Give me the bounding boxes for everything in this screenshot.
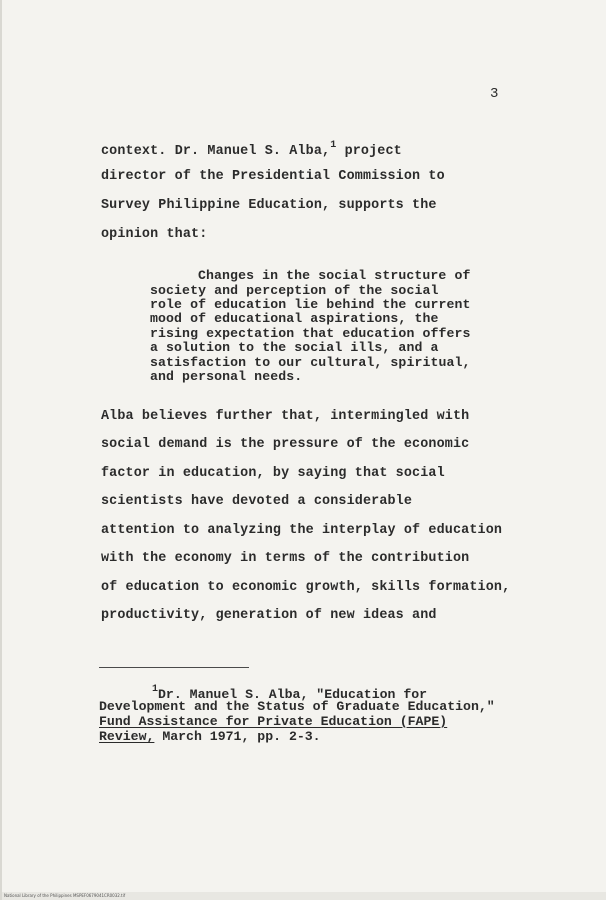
scan-footer-text: National Library of the Philippines MSPEF0679041CR0032.tif [4, 893, 126, 898]
paragraph-line: Alba believes further that, intermingled with [101, 409, 470, 424]
text-run: project [344, 144, 402, 159]
paragraph-line [101, 140, 402, 159]
quote-line: rising expectation that education offers [150, 326, 471, 341]
footnote-line [99, 729, 321, 744]
quote-line: role of education lie behind the current [150, 297, 471, 312]
quote-line: a solution to the social ills, and a [150, 340, 439, 355]
footnote-line [99, 714, 447, 729]
paragraph-line: with the economy in terms of the contribution [101, 551, 470, 566]
footnote-divider [99, 667, 249, 668]
paragraph-line: factor in education, by saying that social [101, 466, 445, 481]
paragraph-line: Survey Philippine Education, supports the [101, 198, 437, 213]
paragraph-line: scientists have devoted a considerable [101, 494, 413, 509]
footnote-line: Development and the Status of Graduate Education," [99, 699, 495, 714]
quote-line: Changes in the social structure of [198, 268, 471, 283]
footnote-reference: 1 [330, 140, 337, 151]
footnote-journal-title: Fund Assistance for Private Education (FAPE) [99, 714, 448, 729]
quote-line: society and perception of the social [150, 283, 439, 298]
footnote-journal-title: Review, [99, 729, 155, 744]
page-number: 3 [490, 86, 499, 102]
paragraph-line: productivity, generation of new ideas and [101, 608, 437, 623]
footnote-text: March 1971, pp. 2-3. [154, 729, 321, 744]
quote-line: mood of educational aspirations, the [150, 311, 439, 326]
footnote-marker: 1 [152, 684, 159, 695]
footnote-text: Dr. Manuel S. Alba, "Education for [158, 687, 428, 702]
paragraph-line: attention to analyzing the interplay of education [101, 523, 503, 538]
paragraph-line: social demand is the pressure of the economic [101, 437, 470, 452]
quote-line: and personal needs. [150, 369, 303, 384]
author-name: Dr. Manuel S. Alba, [174, 144, 331, 159]
paragraph-line: opinion that: [101, 227, 208, 242]
paragraph-line: of education to economic growth, skills formation, [101, 580, 511, 595]
paragraph-line: director of the Presidential Commission to [101, 169, 445, 184]
text-run: context. [101, 144, 167, 159]
quote-line: satisfaction to our cultural, spiritual, [150, 355, 471, 370]
